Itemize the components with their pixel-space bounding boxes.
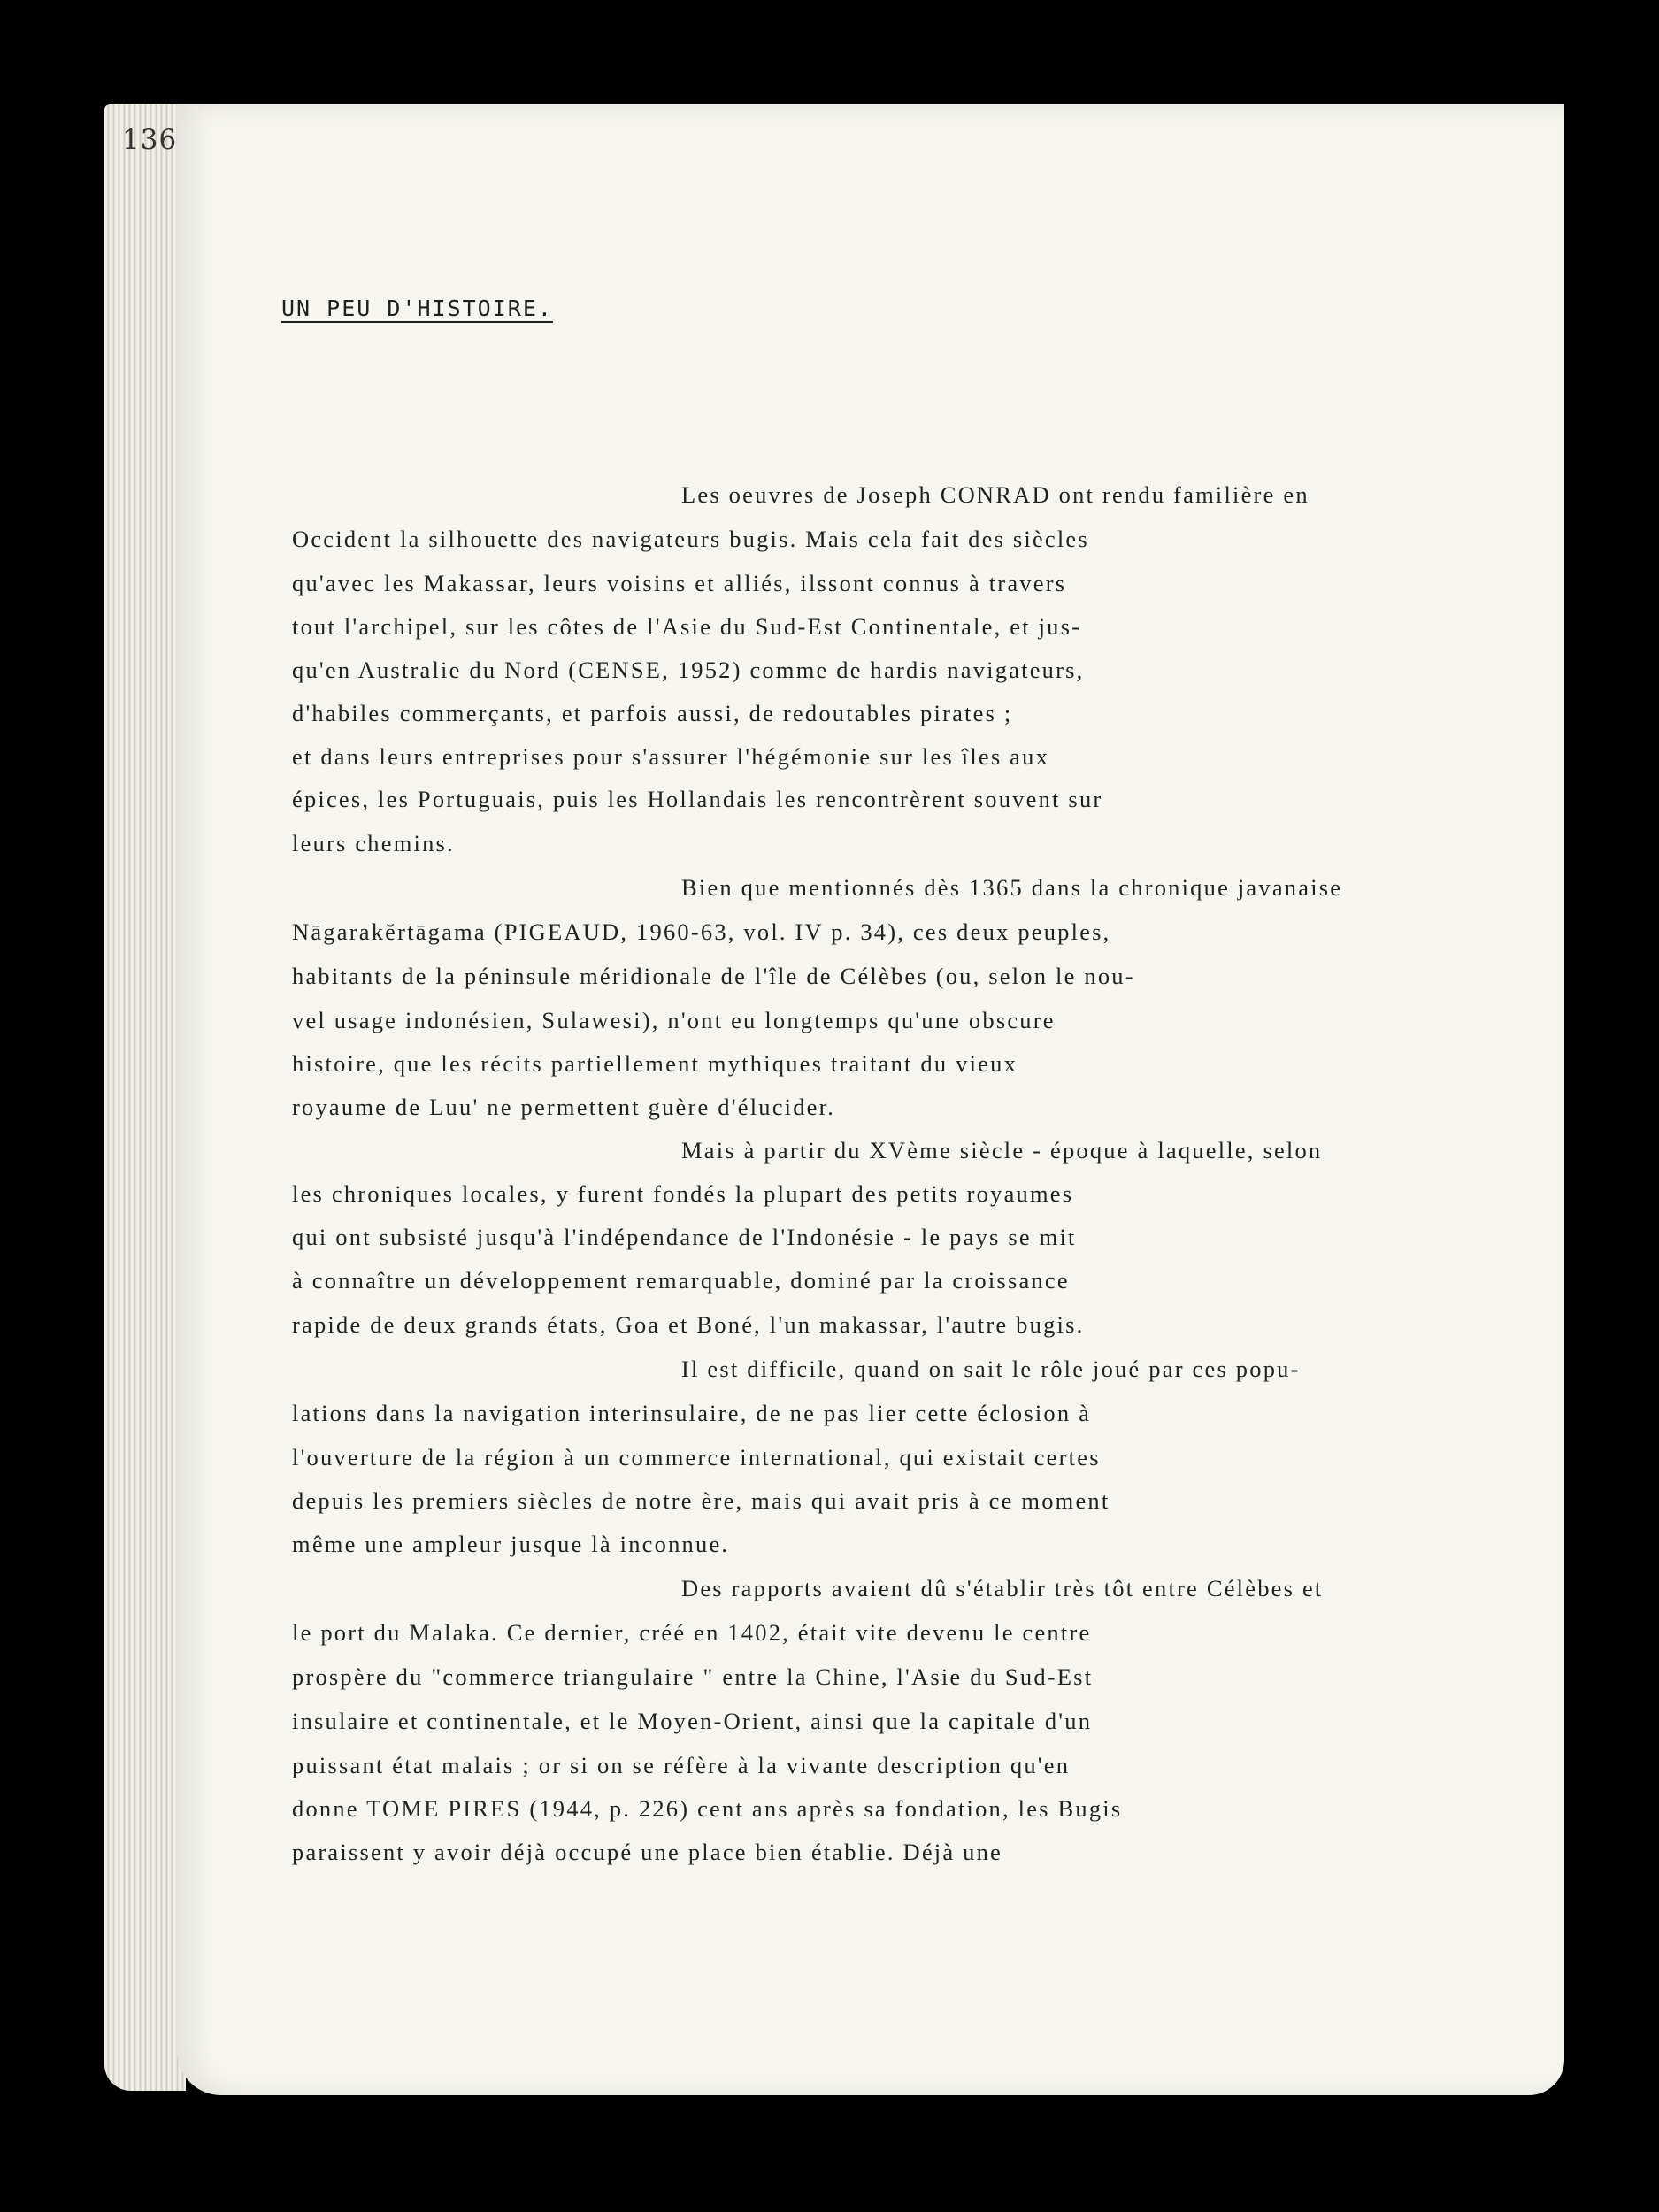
body-line: et dans leurs entreprises pour s'assurer l'hégémonie sur les îles aux [292, 743, 1050, 770]
body-line: qu'en Australie du Nord (CENSE, 1952) comme de hardis navigateurs, [292, 657, 1085, 683]
body-line: Mais à partir du XVème siècle - époque à laquelle, selon [681, 1137, 1323, 1164]
body-line: prospère du "commerce triangulaire " entre la Chine, l'Asie du Sud-Est [292, 1663, 1094, 1690]
body-line: rapide de deux grands états, Goa et Boné, l'un makassar, l'autre bugis. [292, 1311, 1085, 1338]
body-line: histoire, que les récits partiellement mythiques traitant du vieux [292, 1050, 1018, 1077]
body-line: l'ouverture de la région à un commerce international, qui existait certes [292, 1444, 1101, 1471]
body-line: tout l'archipel, sur les côtes de l'Asie du Sud-Est Continentale, et jus- [292, 613, 1082, 640]
body-line: qui ont subsisté jusqu'à l'indépendance de l'Indonésie - le pays se mit [292, 1224, 1077, 1250]
body-line: Il est difficile, quand on sait le rôle joué par ces popu- [681, 1356, 1301, 1382]
body-line: Des rapports avaient dû s'établir très tôt entre Célèbes et [681, 1575, 1324, 1601]
body-line: Nāgarakĕrtāgama (PIGEAUD, 1960-63, vol. IV p. 34), ces deux peuples, [292, 918, 1111, 945]
section-title: UN PEU D'HISTOIRE. [281, 296, 553, 321]
body-line: puissant état malais ; or si on se réfère à la vivante description qu'en [292, 1752, 1071, 1778]
body-line: vel usage indonésien, Sulawesi), n'ont eu longtemps qu'une obscure [292, 1007, 1056, 1033]
body-line: Bien que mentionnés dès 1365 dans la chronique javanaise [681, 874, 1343, 901]
body-line: les chroniques locales, y furent fondés la plupart des petits royaumes [292, 1180, 1074, 1207]
body-line: Occident la silhouette des navigateurs bugis. Mais cela fait des siècles [292, 526, 1089, 552]
body-line: à connaître un développement remarquable, dominé par la croissance [292, 1267, 1070, 1294]
body-line: Les oeuvres de Joseph CONRAD ont rendu familière en [681, 481, 1310, 508]
body-line: même une ampleur jusque là inconnue. [292, 1531, 730, 1557]
body-line: leurs chemins. [292, 830, 455, 856]
body-line: depuis les premiers siècles de notre ère, mais qui avait pris à ce moment [292, 1487, 1110, 1514]
page-number: 136 [122, 124, 178, 156]
body-line: lations dans la navigation interinsulaire, de ne pas lier cette éclosion à [292, 1400, 1092, 1426]
book-page-edges [104, 104, 186, 2091]
body-line: donne TOME PIRES (1944, p. 226) cent ans après sa fondation, les Bugis [292, 1795, 1123, 1822]
body-line: qu'avec les Makassar, leurs voisins et alliés, ilssont connus à travers [292, 570, 1067, 596]
body-line: le port du Malaka. Ce dernier, créé en 1402, était vite devenu le centre [292, 1619, 1092, 1646]
body-line: d'habiles commerçants, et parfois aussi, de redoutables pirates ; [292, 700, 1013, 726]
body-line: épices, les Portuguais, puis les Hollandais les rencontrèrent souvent sur [292, 786, 1103, 812]
body-line: paraissent y avoir déjà occupé une place bien établie. Déjà une [292, 1839, 1003, 1865]
body-line: royaume de Luu' ne permettent guère d'élucider. [292, 1094, 836, 1120]
body-line: habitants de la péninsule méridionale de l'île de Célèbes (ou, selon le nou- [292, 963, 1135, 989]
body-line: insulaire et continentale, et le Moyen-Orient, ainsi que la capitale d'un [292, 1708, 1093, 1734]
